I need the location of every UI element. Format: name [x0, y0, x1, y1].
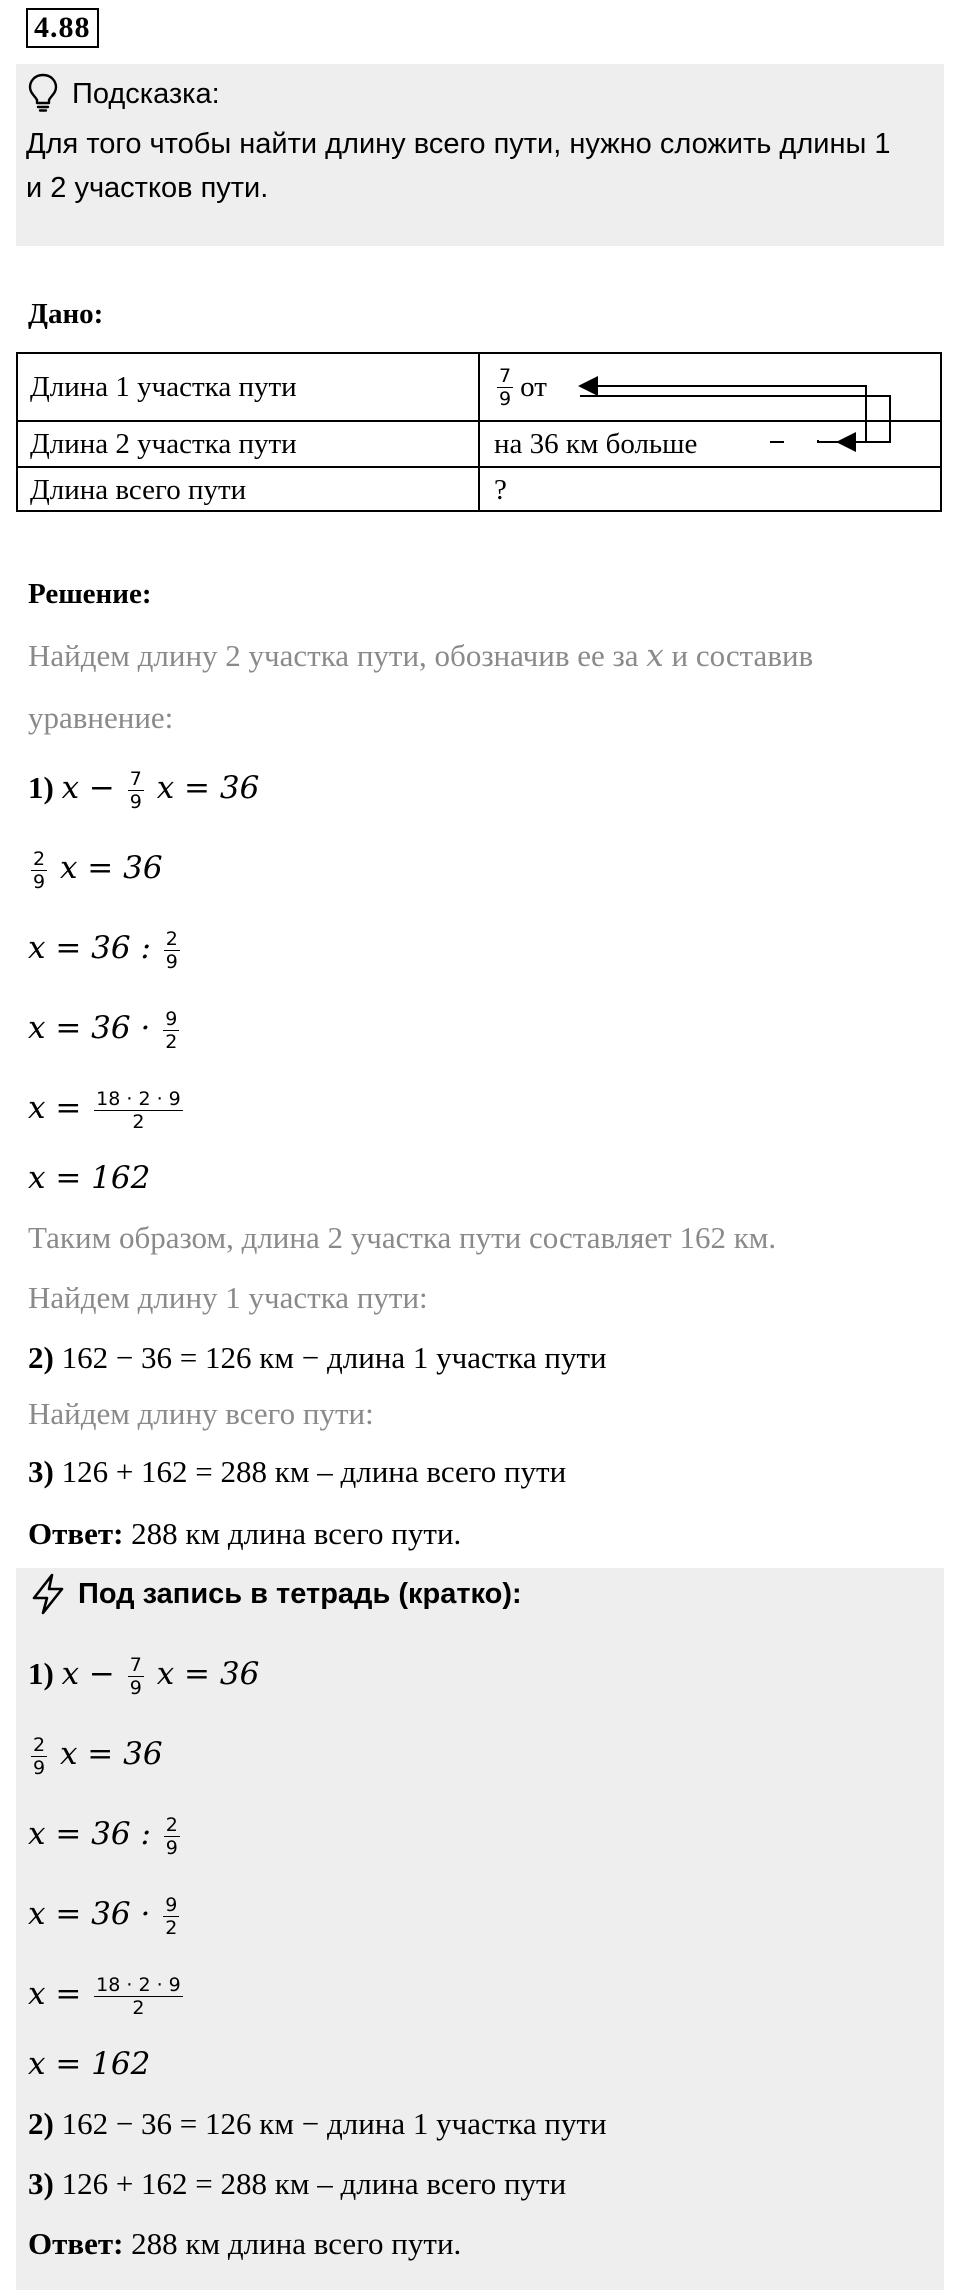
eq-6: x = 162 — [28, 1160, 151, 1196]
answer: Ответ: 288 км длина всего пути. — [28, 1516, 462, 1551]
notes-title: Под запись в тетрадь (кратко): — [78, 1578, 522, 1610]
given-row-3-value: ? — [494, 473, 507, 506]
solution-heading: Решение: — [28, 578, 152, 610]
eq-3: x = 36 : $\frac{2}{9}$ — [28, 928, 178, 974]
relation-arrows-2 — [560, 368, 940, 468]
note-eq-5: x = $\frac{18 \cdot 2 \cdot 9}{2}$ — [28, 1974, 181, 2020]
step-2: 2) 162 − 36 = 126 км − длина 1 участка пути — [28, 1340, 607, 1375]
given-row-1-value: $\frac{7}{9}$ от — [499, 364, 547, 410]
given-row-3-label: Длина всего пути — [18, 468, 480, 512]
solution-intro: Найдем длину 2 участка пути, обозначив ее за x и составив — [28, 638, 814, 674]
hint-title: Подсказка: — [72, 78, 220, 110]
given-row-2-label: Длина 2 участка пути — [18, 422, 480, 466]
find-first-text: Найдем длину 1 участка пути: — [28, 1280, 428, 1315]
given-row-3 — [18, 468, 940, 512]
lightbulb-icon — [26, 72, 60, 112]
given-heading: Дано: — [28, 298, 104, 330]
note-eq-3: x = 36 : $\frac{2}{9}$ — [28, 1814, 178, 1860]
given-fraction: $\frac{7}{9}$ — [499, 364, 512, 410]
hint-bold-2: сложить длины 1 и 2 участков пути. — [26, 128, 891, 204]
hint-text: Для того чтобы найти длину всего пути, нужно сложить длины 1 и 2 участков пути. — [26, 128, 891, 204]
note-step-3: 3) 126 + 162 = 288 км – длина всего пути — [28, 2166, 567, 2201]
note-eq-1: 1) x − $\frac{7}{9}$ x = 36 — [28, 1654, 260, 1700]
note-eq-6: x = 162 — [28, 2046, 151, 2082]
note-eq-2: $\frac{2}{9}$ x = 36 — [33, 1734, 163, 1780]
task-number: 4.88 — [26, 8, 99, 48]
hint-bold-1: длину всего пути, — [325, 128, 562, 160]
note-eq-4: x = 36 · $\frac{9}{2}$ — [28, 1894, 178, 1940]
solution-intro-2: уравнение: — [28, 700, 174, 735]
lightning-icon — [28, 1572, 68, 1616]
note-answer: Ответ: 288 км длина всего пути. — [28, 2226, 462, 2261]
eq-2: $\frac{2}{9}$ x = 36 — [33, 848, 163, 894]
given-row-1-label: Длина 1 участка пути — [18, 354, 480, 420]
given-row-2-value: на 36 км больше — [494, 427, 698, 460]
eq-4: x = 36 · $\frac{9}{2}$ — [28, 1008, 178, 1054]
note-step-2: 2) 162 − 36 = 126 км − длина 1 участка пути — [28, 2106, 607, 2141]
eq-1: 1) x − $\frac{7}{9}$ x = 36 — [28, 768, 260, 814]
result-text: Таким образом, длина 2 участка пути составляет 162 км. — [28, 1220, 777, 1255]
eq-5: x = $\frac{18 \cdot 2 \cdot 9}{2}$ — [28, 1088, 181, 1134]
step-3: 3) 126 + 162 = 288 км – длина всего пути — [28, 1454, 567, 1489]
find-total-text: Найдем длину всего пути: — [28, 1396, 374, 1431]
